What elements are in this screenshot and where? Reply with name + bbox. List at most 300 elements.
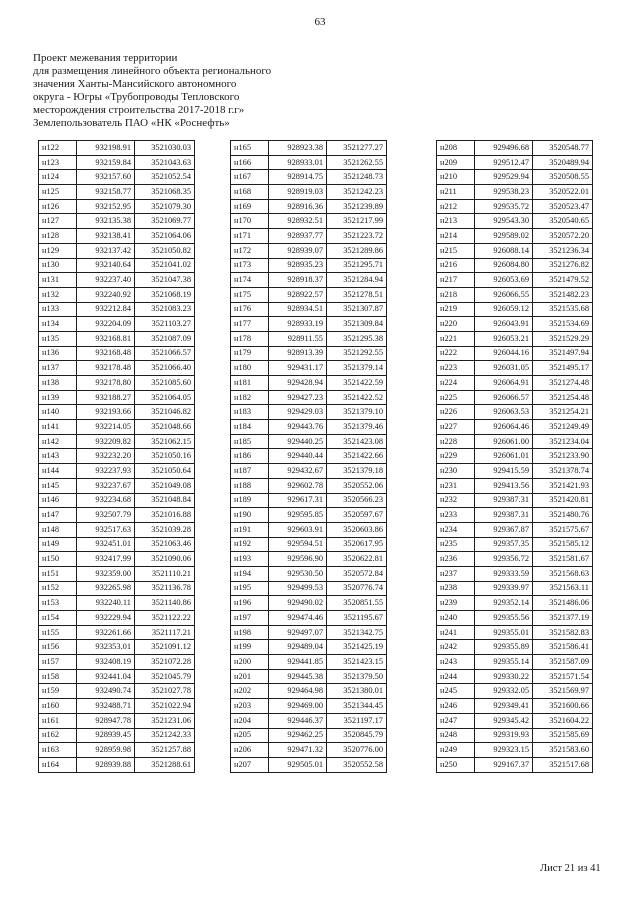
x-coordinate-cell: 932488.71 <box>77 699 135 714</box>
point-id-cell: н233 <box>437 508 475 523</box>
y-coordinate-cell: 3521423.15 <box>327 655 387 670</box>
point-id-cell: н200 <box>231 655 269 670</box>
table-row <box>39 287 195 302</box>
table-row <box>231 185 387 200</box>
table-row <box>231 625 387 640</box>
point-id-cell: н169 <box>231 199 269 214</box>
point-id-cell: н216 <box>437 258 475 273</box>
x-coordinate-cell: 932135.38 <box>77 214 135 229</box>
table-row <box>231 405 387 420</box>
table-row <box>39 449 195 464</box>
table-row <box>231 743 387 758</box>
point-id-cell: н128 <box>39 229 77 244</box>
table-row <box>437 611 593 626</box>
table-row <box>39 258 195 273</box>
x-coordinate-cell: 929512.47 <box>475 155 533 170</box>
point-id-cell: н192 <box>231 537 269 552</box>
y-coordinate-cell: 3521486.06 <box>533 596 593 611</box>
y-coordinate-cell: 3521068.35 <box>135 185 195 200</box>
point-id-cell: н210 <box>437 170 475 185</box>
x-coordinate-cell: 929490.02 <box>269 596 327 611</box>
table-row <box>437 522 593 537</box>
table-row <box>39 346 195 361</box>
point-id-cell: н177 <box>231 317 269 332</box>
point-id-cell: н194 <box>231 566 269 581</box>
heading-line: Землепользователь ПАО «НК «Роснефть» <box>33 117 230 129</box>
x-coordinate-cell: 928911.55 <box>269 331 327 346</box>
y-coordinate-cell: 3521284.94 <box>327 273 387 288</box>
x-coordinate-cell: 929603.91 <box>269 522 327 537</box>
y-coordinate-cell: 3521110.21 <box>135 566 195 581</box>
y-coordinate-cell: 3521087.09 <box>135 331 195 346</box>
point-id-cell: н131 <box>39 273 77 288</box>
table-row <box>437 273 593 288</box>
x-coordinate-cell: 928922.57 <box>269 287 327 302</box>
table-row <box>39 243 195 258</box>
y-coordinate-cell: 3521217.99 <box>327 214 387 229</box>
x-coordinate-cell: 929387.31 <box>475 493 533 508</box>
x-coordinate-cell: 929535.72 <box>475 199 533 214</box>
table-row <box>437 464 593 479</box>
table-row <box>437 287 593 302</box>
table-row <box>231 449 387 464</box>
table-row <box>39 713 195 728</box>
y-coordinate-cell: 3521581.67 <box>533 552 593 567</box>
table-row <box>437 420 593 435</box>
table-row <box>231 287 387 302</box>
y-coordinate-cell: 3521046.82 <box>135 405 195 420</box>
point-id-cell: н158 <box>39 669 77 684</box>
point-id-cell: н225 <box>437 390 475 405</box>
table-row <box>437 170 593 185</box>
y-coordinate-cell: 3521482.23 <box>533 287 593 302</box>
point-id-cell: н201 <box>231 669 269 684</box>
point-id-cell: н172 <box>231 243 269 258</box>
table-row <box>437 243 593 258</box>
point-id-cell: н149 <box>39 537 77 552</box>
x-coordinate-cell: 929441.85 <box>269 655 327 670</box>
y-coordinate-cell: 3521342.75 <box>327 625 387 640</box>
point-id-cell: н127 <box>39 214 77 229</box>
x-coordinate-cell: 932178.48 <box>77 361 135 376</box>
point-id-cell: н190 <box>231 508 269 523</box>
table-row <box>437 684 593 699</box>
point-id-cell: н209 <box>437 155 475 170</box>
table-row <box>437 743 593 758</box>
point-id-cell: н199 <box>231 640 269 655</box>
point-id-cell: н204 <box>231 713 269 728</box>
table-row <box>39 640 195 655</box>
y-coordinate-cell: 3521420.81 <box>533 493 593 508</box>
x-coordinate-cell: 929339.97 <box>475 581 533 596</box>
point-id-cell: н220 <box>437 317 475 332</box>
y-coordinate-cell: 3520845.79 <box>327 728 387 743</box>
x-coordinate-cell: 932451.01 <box>77 537 135 552</box>
point-id-cell: н140 <box>39 405 77 420</box>
y-coordinate-cell: 3521422.66 <box>327 449 387 464</box>
x-coordinate-cell: 932198.91 <box>77 141 135 156</box>
table-row <box>39 185 195 200</box>
y-coordinate-cell: 3521585.12 <box>533 537 593 552</box>
x-coordinate-cell: 932517.63 <box>77 522 135 537</box>
x-coordinate-cell: 929617.31 <box>269 493 327 508</box>
point-id-cell: н141 <box>39 420 77 435</box>
table-row <box>39 199 195 214</box>
point-id-cell: н239 <box>437 596 475 611</box>
point-id-cell: н191 <box>231 522 269 537</box>
point-id-cell: н164 <box>39 757 77 772</box>
y-coordinate-cell: 3521027.78 <box>135 684 195 699</box>
point-id-cell: н139 <box>39 390 77 405</box>
table-row <box>39 317 195 332</box>
x-coordinate-cell: 932229.94 <box>77 611 135 626</box>
x-coordinate-cell: 928935.23 <box>269 258 327 273</box>
point-id-cell: н208 <box>437 141 475 156</box>
y-coordinate-cell: 3521231.06 <box>135 713 195 728</box>
x-coordinate-cell: 926063.53 <box>475 405 533 420</box>
table-row <box>231 317 387 332</box>
point-id-cell: н166 <box>231 155 269 170</box>
x-coordinate-cell: 932138.41 <box>77 229 135 244</box>
point-id-cell: н244 <box>437 669 475 684</box>
x-coordinate-cell: 929355.01 <box>475 625 533 640</box>
y-coordinate-cell: 3521140.86 <box>135 596 195 611</box>
x-coordinate-cell: 928919.03 <box>269 185 327 200</box>
table-row <box>39 566 195 581</box>
x-coordinate-cell: 926084.80 <box>475 258 533 273</box>
x-coordinate-cell: 929464.98 <box>269 684 327 699</box>
x-coordinate-cell: 929462.25 <box>269 728 327 743</box>
y-coordinate-cell: 3521379.10 <box>327 405 387 420</box>
table-row <box>437 141 593 156</box>
x-coordinate-cell: 932237.40 <box>77 273 135 288</box>
x-coordinate-cell: 928934.51 <box>269 302 327 317</box>
y-coordinate-cell: 3521079.30 <box>135 199 195 214</box>
x-coordinate-cell: 932168.81 <box>77 331 135 346</box>
y-coordinate-cell: 3521242.23 <box>327 185 387 200</box>
point-id-cell: н224 <box>437 376 475 391</box>
x-coordinate-cell: 929440.44 <box>269 449 327 464</box>
y-coordinate-cell: 3521066.40 <box>135 361 195 376</box>
y-coordinate-cell: 3521422.59 <box>327 376 387 391</box>
x-coordinate-cell: 932240.92 <box>77 287 135 302</box>
table-row <box>39 508 195 523</box>
point-id-cell: н161 <box>39 713 77 728</box>
x-coordinate-cell: 929413.56 <box>475 478 533 493</box>
table-row <box>231 464 387 479</box>
table-row <box>39 699 195 714</box>
x-coordinate-cell: 929357.35 <box>475 537 533 552</box>
table-row <box>231 669 387 684</box>
y-coordinate-cell: 3521575.67 <box>533 522 593 537</box>
x-coordinate-cell: 932237.93 <box>77 464 135 479</box>
point-id-cell: н170 <box>231 214 269 229</box>
y-coordinate-cell: 3521379.14 <box>327 361 387 376</box>
y-coordinate-cell: 3521072.28 <box>135 655 195 670</box>
x-coordinate-cell: 929594.51 <box>269 537 327 552</box>
point-id-cell: н188 <box>231 478 269 493</box>
table-row <box>231 346 387 361</box>
x-coordinate-cell: 932209.82 <box>77 434 135 449</box>
y-coordinate-cell: 3521480.76 <box>533 508 593 523</box>
y-coordinate-cell: 3521497.94 <box>533 346 593 361</box>
y-coordinate-cell: 3521517.68 <box>533 757 593 772</box>
table-row <box>437 640 593 655</box>
heading-line: значения Ханты-Мансийского автономного <box>33 78 237 90</box>
point-id-cell: н168 <box>231 185 269 200</box>
y-coordinate-cell: 3520776.74 <box>327 581 387 596</box>
point-id-cell: н237 <box>437 566 475 581</box>
point-id-cell: н198 <box>231 625 269 640</box>
x-coordinate-cell: 926088.14 <box>475 243 533 258</box>
table-row <box>39 537 195 552</box>
table-row <box>231 390 387 405</box>
point-id-cell: н248 <box>437 728 475 743</box>
point-id-cell: н187 <box>231 464 269 479</box>
x-coordinate-cell: 929431.17 <box>269 361 327 376</box>
point-id-cell: н238 <box>437 581 475 596</box>
y-coordinate-cell: 3521050.16 <box>135 449 195 464</box>
x-coordinate-cell: 929355.14 <box>475 655 533 670</box>
point-id-cell: н245 <box>437 684 475 699</box>
table-row <box>39 464 195 479</box>
x-coordinate-cell: 929355.89 <box>475 640 533 655</box>
y-coordinate-cell: 3520548.77 <box>533 141 593 156</box>
y-coordinate-cell: 3521585.69 <box>533 728 593 743</box>
y-coordinate-cell: 3520566.23 <box>327 493 387 508</box>
x-coordinate-cell: 929595.85 <box>269 508 327 523</box>
y-coordinate-cell: 3521062.15 <box>135 434 195 449</box>
y-coordinate-cell: 3521048.84 <box>135 493 195 508</box>
table-row <box>39 302 195 317</box>
y-coordinate-cell: 3521197.17 <box>327 713 387 728</box>
y-coordinate-cell: 3520552.58 <box>327 757 387 772</box>
document-heading <box>33 52 353 130</box>
table-row <box>231 273 387 288</box>
point-id-cell: н167 <box>231 170 269 185</box>
point-id-cell: н242 <box>437 640 475 655</box>
point-id-cell: н230 <box>437 464 475 479</box>
y-coordinate-cell: 3521529.29 <box>533 331 593 346</box>
x-coordinate-cell: 926053.69 <box>475 273 533 288</box>
y-coordinate-cell: 3520776.00 <box>327 743 387 758</box>
x-coordinate-cell: 929367.87 <box>475 522 533 537</box>
table-row <box>437 302 593 317</box>
table-row <box>39 611 195 626</box>
point-id-cell: н135 <box>39 331 77 346</box>
x-coordinate-cell: 932204.09 <box>77 317 135 332</box>
point-id-cell: н142 <box>39 434 77 449</box>
x-coordinate-cell: 932261.66 <box>77 625 135 640</box>
table-row <box>437 449 593 464</box>
table-row <box>437 566 593 581</box>
x-coordinate-cell: 929497.07 <box>269 625 327 640</box>
table-row <box>39 625 195 640</box>
x-coordinate-cell: 928939.07 <box>269 243 327 258</box>
x-coordinate-cell: 932237.67 <box>77 478 135 493</box>
table-row <box>437 493 593 508</box>
point-id-cell: н205 <box>231 728 269 743</box>
table-row <box>39 478 195 493</box>
x-coordinate-cell: 929323.15 <box>475 743 533 758</box>
table-row <box>231 420 387 435</box>
table-row <box>39 420 195 435</box>
y-coordinate-cell: 3521586.41 <box>533 640 593 655</box>
y-coordinate-cell: 3521495.17 <box>533 361 593 376</box>
y-coordinate-cell: 3521223.72 <box>327 229 387 244</box>
y-coordinate-cell: 3521582.83 <box>533 625 593 640</box>
x-coordinate-cell: 929330.22 <box>475 669 533 684</box>
point-id-cell: н147 <box>39 508 77 523</box>
x-coordinate-cell: 932507.79 <box>77 508 135 523</box>
point-id-cell: н229 <box>437 449 475 464</box>
table-row <box>39 405 195 420</box>
table-row <box>231 581 387 596</box>
point-id-cell: н162 <box>39 728 77 743</box>
y-coordinate-cell: 3520572.84 <box>327 566 387 581</box>
y-coordinate-cell: 3521242.33 <box>135 728 195 743</box>
point-id-cell: н133 <box>39 302 77 317</box>
x-coordinate-cell: 929349.41 <box>475 699 533 714</box>
y-coordinate-cell: 3521587.09 <box>533 655 593 670</box>
point-id-cell: н181 <box>231 376 269 391</box>
point-id-cell: н126 <box>39 199 77 214</box>
y-coordinate-cell: 3521122.22 <box>135 611 195 626</box>
point-id-cell: н203 <box>231 699 269 714</box>
y-coordinate-cell: 3521117.21 <box>135 625 195 640</box>
y-coordinate-cell: 3520552.06 <box>327 478 387 493</box>
x-coordinate-cell: 929471.32 <box>269 743 327 758</box>
table-row <box>437 258 593 273</box>
y-coordinate-cell: 3521083.23 <box>135 302 195 317</box>
table-row <box>231 728 387 743</box>
heading-line: округа - Югры «Трубопроводы Тепловского <box>33 91 240 103</box>
y-coordinate-cell: 3521047.38 <box>135 273 195 288</box>
y-coordinate-cell: 3521249.49 <box>533 420 593 435</box>
x-coordinate-cell: 929440.25 <box>269 434 327 449</box>
x-coordinate-cell: 929356.72 <box>475 552 533 567</box>
point-id-cell: н132 <box>39 287 77 302</box>
y-coordinate-cell: 3521039.28 <box>135 522 195 537</box>
x-coordinate-cell: 929443.76 <box>269 420 327 435</box>
table-row <box>437 331 593 346</box>
x-coordinate-cell: 932490.74 <box>77 684 135 699</box>
point-id-cell: н249 <box>437 743 475 758</box>
table-row <box>39 376 195 391</box>
table-row <box>231 229 387 244</box>
point-id-cell: н163 <box>39 743 77 758</box>
x-coordinate-cell: 926044.16 <box>475 346 533 361</box>
x-coordinate-cell: 932232.20 <box>77 449 135 464</box>
y-coordinate-cell: 3521136.78 <box>135 581 195 596</box>
point-id-cell: н195 <box>231 581 269 596</box>
x-coordinate-cell: 932158.77 <box>77 185 135 200</box>
y-coordinate-cell: 3521091.12 <box>135 640 195 655</box>
x-coordinate-cell: 929505.01 <box>269 757 327 772</box>
table-row <box>437 537 593 552</box>
point-id-cell: н173 <box>231 258 269 273</box>
x-coordinate-cell: 926064.46 <box>475 420 533 435</box>
y-coordinate-cell: 3521379.46 <box>327 420 387 435</box>
table-row <box>231 243 387 258</box>
table-row <box>437 434 593 449</box>
y-coordinate-cell: 3521288.61 <box>135 757 195 772</box>
table-row <box>39 581 195 596</box>
point-id-cell: н218 <box>437 287 475 302</box>
y-coordinate-cell: 3521234.04 <box>533 434 593 449</box>
x-coordinate-cell: 929415.59 <box>475 464 533 479</box>
point-id-cell: н243 <box>437 655 475 670</box>
y-coordinate-cell: 3521344.45 <box>327 699 387 714</box>
x-coordinate-cell: 926043.91 <box>475 317 533 332</box>
y-coordinate-cell: 3521103.27 <box>135 317 195 332</box>
y-coordinate-cell: 3521064.06 <box>135 229 195 244</box>
point-id-cell: н240 <box>437 611 475 626</box>
table-row <box>437 581 593 596</box>
y-coordinate-cell: 3521377.19 <box>533 611 593 626</box>
x-coordinate-cell: 929596.90 <box>269 552 327 567</box>
x-coordinate-cell: 932353.01 <box>77 640 135 655</box>
point-id-cell: н155 <box>39 625 77 640</box>
point-id-cell: н143 <box>39 449 77 464</box>
x-coordinate-cell: 929352.14 <box>475 596 533 611</box>
y-coordinate-cell: 3521378.74 <box>533 464 593 479</box>
table-row <box>437 713 593 728</box>
x-coordinate-cell: 929429.03 <box>269 405 327 420</box>
point-id-cell: н250 <box>437 757 475 772</box>
point-id-cell: н197 <box>231 611 269 626</box>
x-coordinate-cell: 929543.30 <box>475 214 533 229</box>
table-row <box>231 331 387 346</box>
y-coordinate-cell: 3521022.94 <box>135 699 195 714</box>
y-coordinate-cell: 3520603.86 <box>327 522 387 537</box>
x-coordinate-cell: 928933.19 <box>269 317 327 332</box>
x-coordinate-cell: 929499.53 <box>269 581 327 596</box>
point-id-cell: н171 <box>231 229 269 244</box>
y-coordinate-cell: 3521274.48 <box>533 376 593 391</box>
table-row <box>231 537 387 552</box>
x-coordinate-cell: 929428.94 <box>269 376 327 391</box>
x-coordinate-cell: 932137.42 <box>77 243 135 258</box>
x-coordinate-cell: 929489.04 <box>269 640 327 655</box>
point-id-cell: н246 <box>437 699 475 714</box>
point-id-cell: н247 <box>437 713 475 728</box>
table-row <box>231 596 387 611</box>
point-id-cell: н150 <box>39 552 77 567</box>
table-row <box>231 141 387 156</box>
table-row <box>39 669 195 684</box>
y-coordinate-cell: 3521068.19 <box>135 287 195 302</box>
x-coordinate-cell: 929538.23 <box>475 185 533 200</box>
point-id-cell: н222 <box>437 346 475 361</box>
table-row <box>437 552 593 567</box>
table-row <box>231 434 387 449</box>
point-id-cell: н231 <box>437 478 475 493</box>
table-row <box>231 302 387 317</box>
point-id-cell: н152 <box>39 581 77 596</box>
y-coordinate-cell: 3520622.81 <box>327 552 387 567</box>
x-coordinate-cell: 929332.05 <box>475 684 533 699</box>
x-coordinate-cell: 929345.42 <box>475 713 533 728</box>
table-row <box>39 684 195 699</box>
y-coordinate-cell: 3520523.47 <box>533 199 593 214</box>
table-row <box>231 757 387 772</box>
table-row <box>231 493 387 508</box>
point-id-cell: н146 <box>39 493 77 508</box>
table-row <box>231 258 387 273</box>
table-row <box>231 376 387 391</box>
x-coordinate-cell: 929589.02 <box>475 229 533 244</box>
